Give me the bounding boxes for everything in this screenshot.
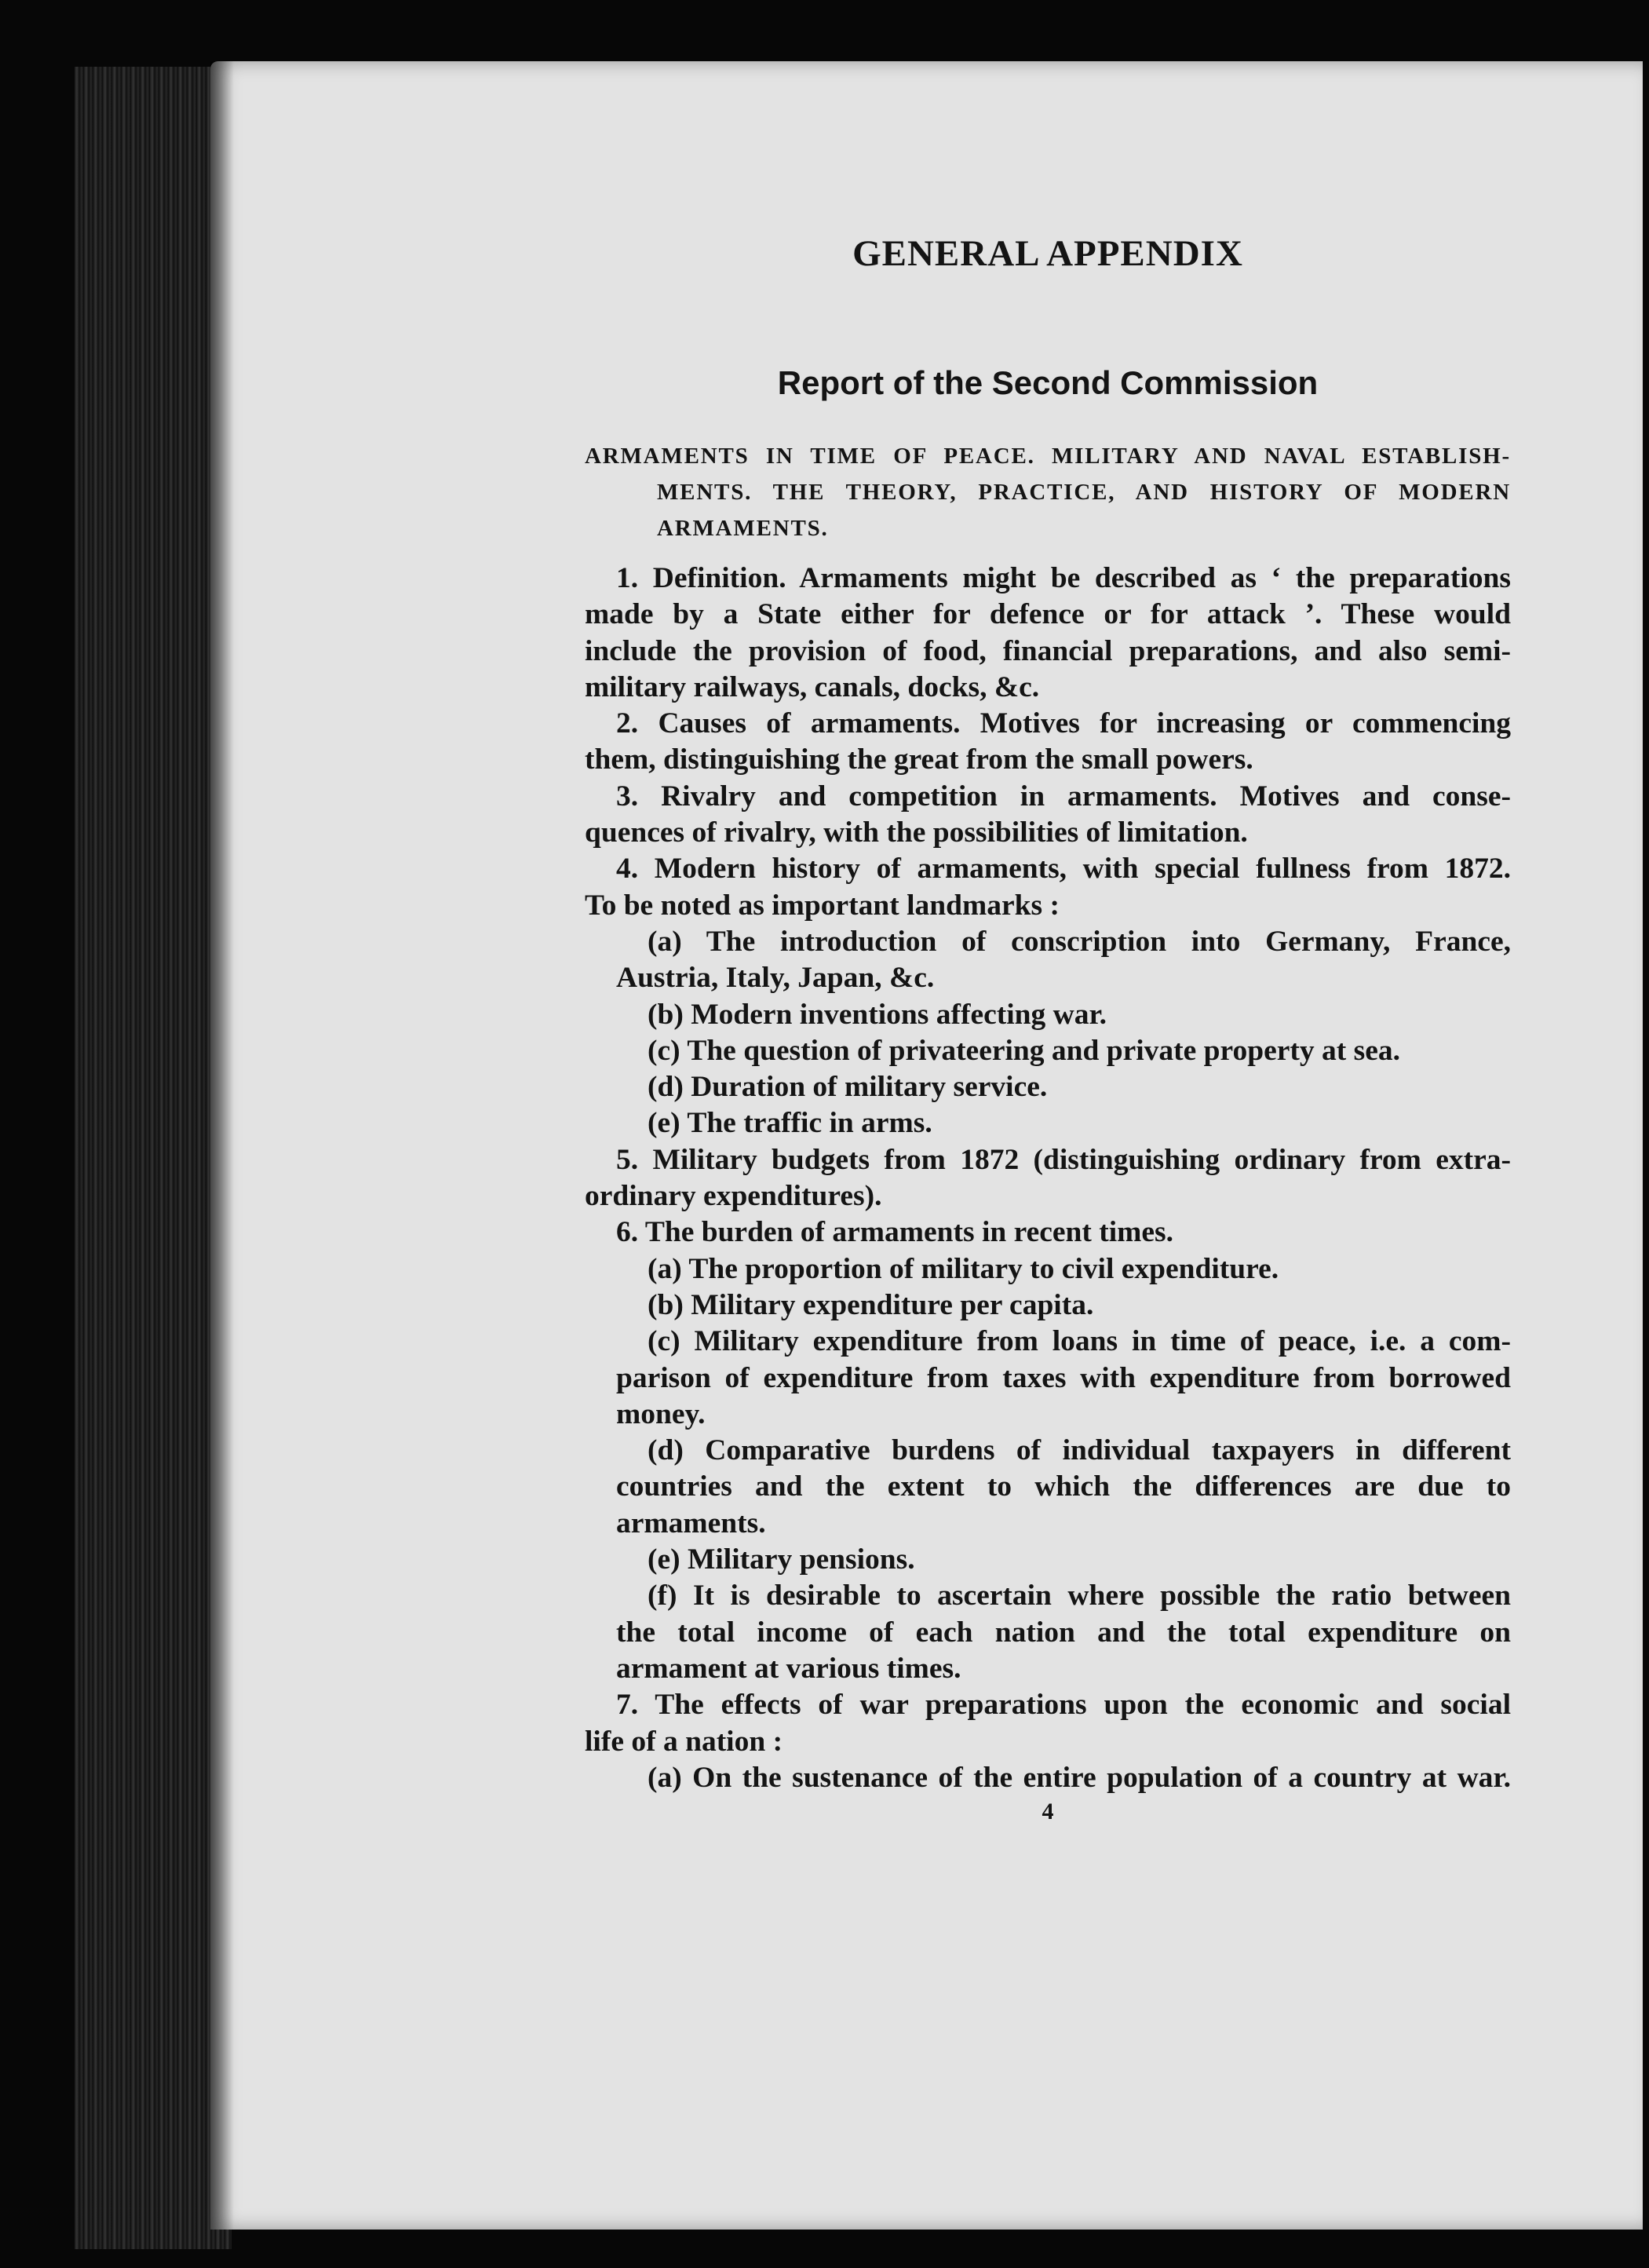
- text-line: parison of expenditure from taxes with expenditure from borrowed: [616, 1361, 1511, 1394]
- text-line: countries and the extent to which the differences are due to: [616, 1470, 1511, 1503]
- list-item: (a) On the sustenance of the entire population of a country at war.: [648, 1761, 1511, 1794]
- text-line: 7. The effects of war preparations upon the economic and social: [616, 1689, 1511, 1722]
- list-item: (c) Military expenditure from loans in time of peace, i.e. a com-: [648, 1325, 1511, 1358]
- text-line: 1. Definition. Armaments might be described as ‘ the preparations: [616, 562, 1511, 594]
- summary-line: MENTS. THE THEORY, PRACTICE, AND HISTORY OF MODERN: [657, 480, 1511, 505]
- text-line: military railways, canals, docks, &c.: [585, 670, 1040, 703]
- list-item: (d) Comparative burdens of individual taxpayers in different: [648, 1434, 1511, 1467]
- text-line: the total income of each nation and the total expenditure on: [616, 1616, 1511, 1649]
- list-item: (e) The traffic in arms.: [648, 1107, 932, 1140]
- text-line: 6. The burden of armaments in recent times.: [616, 1216, 1174, 1249]
- text-line: 2. Causes of armaments. Motives for increasing or commencing: [616, 707, 1511, 740]
- text-line: 4. Modern history of armaments, with special fullness from 1872.: [616, 853, 1511, 886]
- section-summary: [585, 438, 1511, 546]
- list-item: (a) The proportion of military to civil expenditure.: [648, 1252, 1279, 1285]
- summary-line: ARMAMENTS.: [657, 516, 829, 541]
- book-spine-edge: [75, 67, 232, 2249]
- text-line: include the provision of food, financial preparations, and also semi-: [585, 634, 1511, 667]
- text-line: Austria, Italy, Japan, &c.: [616, 962, 935, 995]
- text-line: ordinary expenditures).: [585, 1180, 882, 1213]
- text-line: 3. Rivalry and competition in armaments. Motives and conse-: [616, 780, 1511, 813]
- text-line: armaments.: [616, 1507, 766, 1539]
- page-gutter-shadow: [210, 61, 234, 2230]
- summary-line: ARMAMENTS IN TIME OF PEACE. MILITARY AND NAVAL ESTABLISH-: [585, 444, 1511, 469]
- list-item: (b) Military expenditure per capita.: [648, 1288, 1094, 1321]
- list-item: (d) Duration of military service.: [648, 1071, 1048, 1104]
- page-title: GENERAL APPENDIX: [852, 233, 1243, 274]
- page-number: 4: [1042, 1799, 1054, 1824]
- text-line: quences of rivalry, with the possibilities of limitation.: [585, 816, 1248, 849]
- body-text: [585, 561, 1511, 1796]
- text-line: them, distinguishing the great from the small powers.: [585, 743, 1253, 776]
- text-line: money.: [616, 1397, 706, 1430]
- list-item: (a) The introduction of conscription into Germany, France,: [648, 925, 1511, 958]
- text-line: 5. Military budgets from 1872 (distinguishing ordinary from extra-: [616, 1143, 1511, 1176]
- list-item: (e) Military pensions.: [648, 1543, 915, 1576]
- text-line: To be noted as important landmarks :: [585, 889, 1060, 922]
- list-item: (c) The question of privateering and private property at sea.: [648, 1034, 1400, 1067]
- list-item: (f) It is desirable to ascertain where possible the ratio between: [648, 1580, 1511, 1612]
- list-item: (b) Modern inventions affecting war.: [648, 998, 1107, 1031]
- text-line: armament at various times.: [616, 1652, 961, 1685]
- text-line: life of a nation :: [585, 1725, 783, 1758]
- text-line: made by a State either for defence or for attack ’. These would: [585, 598, 1511, 631]
- report-heading: Report of the Second Commission: [777, 364, 1319, 401]
